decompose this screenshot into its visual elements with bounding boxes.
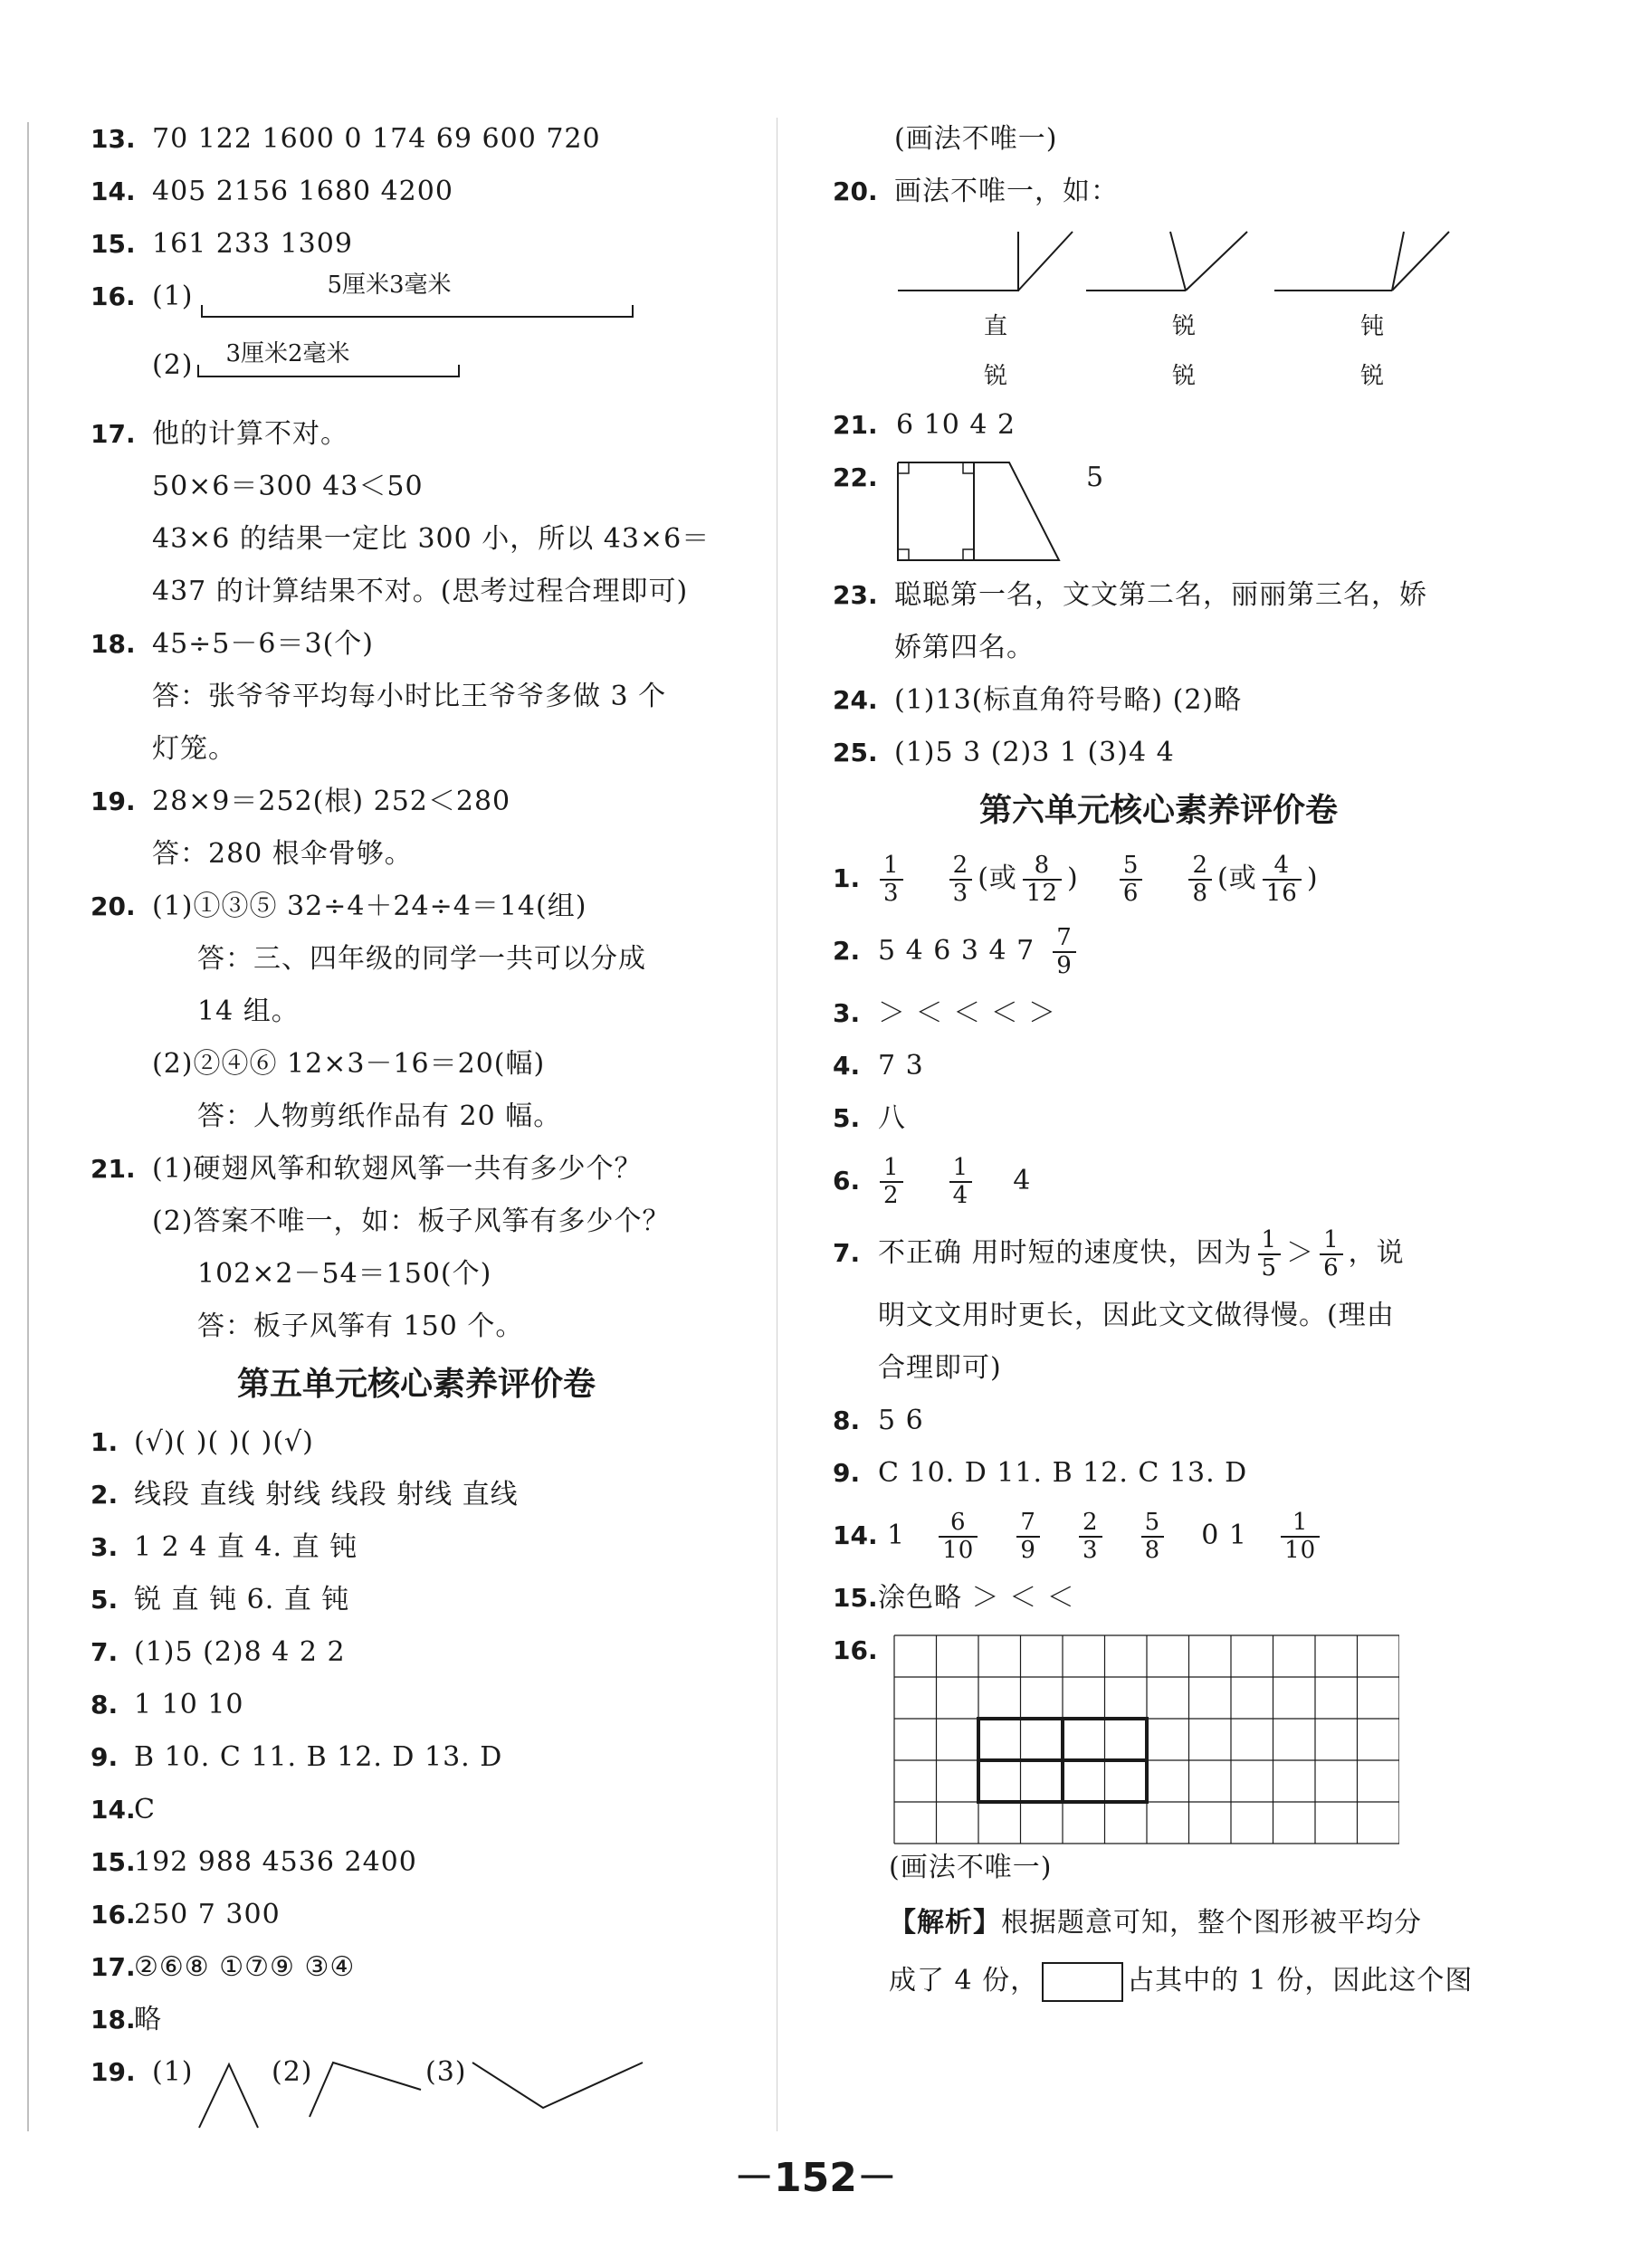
answer-value: 4	[1013, 1165, 1032, 1196]
fraction	[1053, 925, 1076, 978]
numerator: 1	[949, 1155, 973, 1183]
denominator: 9	[1056, 952, 1073, 979]
answer-21	[833, 399, 1484, 452]
answer-text: 1 10 10	[134, 1689, 244, 1720]
answer-text: 43×6 的结果一定比 300 小，所以 43×6＝	[152, 523, 711, 555]
answer-18	[91, 618, 742, 671]
question-number: 14.	[91, 176, 136, 206]
or-text: (或	[978, 862, 1017, 894]
right-column	[833, 113, 1484, 2010]
answer-20	[833, 166, 1484, 218]
question-number: 13.	[91, 124, 136, 154]
question-number: 25.	[833, 738, 878, 767]
denominator: 8	[1144, 1537, 1161, 1564]
question-number: 8.	[91, 1690, 119, 1720]
analysis-sentence: 根据题意可知，整个图形被平均分	[1001, 1907, 1422, 1939]
question-number: 23.	[833, 580, 878, 610]
part-label: (2)	[272, 2056, 313, 2088]
square-trapezoid-drawing	[896, 461, 1068, 565]
answer-u6-6	[833, 1145, 1484, 1217]
fraction	[880, 853, 903, 906]
answer-text: ＞ ＜ ＜ ＜ ＞	[878, 997, 1057, 1029]
numerator: 1	[880, 1155, 903, 1183]
denominator: 9	[1020, 1537, 1036, 1564]
angle-label: 钝	[1359, 313, 1384, 340]
answer-text: 5	[1086, 462, 1105, 493]
analysis-sentence: 成了 4 份，	[889, 1965, 1039, 1996]
fraction	[949, 1155, 973, 1208]
question-number: 2.	[833, 936, 861, 966]
obtuse-angle-drawing	[471, 2054, 652, 2117]
close-paren: )	[1306, 862, 1319, 894]
question-number: 6.	[833, 1166, 861, 1196]
answer-u6-5	[833, 1092, 1484, 1145]
question-number: 17.	[91, 419, 136, 449]
answer-line	[91, 986, 742, 1038]
numerator: 6	[939, 1510, 978, 1538]
question-number: 3.	[833, 998, 861, 1028]
denominator: 2	[883, 1182, 900, 1209]
note-line	[833, 113, 1484, 166]
answer-text: 答：张爷爷平均每小时比王爷爷多做 3 个	[152, 681, 667, 712]
note-line	[833, 1842, 1484, 1894]
numerator: 5	[1141, 1510, 1165, 1538]
answer-17	[91, 408, 742, 461]
answer-text: C	[134, 1794, 156, 1825]
angle-label: 锐	[1171, 313, 1196, 340]
fraction	[939, 1510, 978, 1563]
answer-line	[91, 1038, 742, 1091]
answer-text: 答：板子风筝有 150 个。	[197, 1310, 524, 1342]
question-number: 21.	[833, 410, 878, 440]
answer-23	[833, 569, 1484, 622]
left-column	[91, 113, 742, 2128]
answer-text: 灯笼。	[152, 733, 236, 765]
answer-line	[91, 1301, 742, 1353]
question-number: 15.	[91, 229, 136, 259]
answer-segment: ，说	[1348, 1237, 1405, 1269]
analysis-text	[889, 1894, 1422, 1952]
or-text: (或	[1217, 862, 1257, 894]
note-text: (画法不唯一)	[889, 1852, 1053, 1883]
left-margin-rule	[27, 122, 29, 2131]
answer-u6-14	[833, 1500, 1484, 1572]
answer-text: 192 988 4536 2400	[134, 1846, 417, 1878]
unit-5-answers	[91, 1416, 742, 2046]
question-number: 14.	[833, 1520, 878, 1550]
analysis-line-1	[833, 1894, 1484, 1952]
angle-label: 直	[983, 313, 1007, 340]
unit-6-heading: 第六单元核心素养评价卷	[978, 792, 1338, 829]
question-number: 7.	[91, 1637, 119, 1667]
answer-text: 70 122 1600 0 174 69 600 720	[152, 123, 601, 155]
fraction	[1263, 853, 1302, 906]
answer-line	[91, 933, 742, 986]
obtuse-angle-drawing	[308, 2054, 425, 2126]
numerator: 5	[1120, 853, 1143, 881]
answer-text: (1)①③⑤ 32÷4＋24÷4＝14(组)	[152, 891, 587, 922]
question-number: 14.	[91, 1795, 136, 1825]
denominator: 3	[883, 880, 900, 907]
small-rectangle-drawing	[1042, 1962, 1123, 2002]
answer-u6-4	[833, 1040, 1484, 1092]
denominator: 16	[1265, 880, 1298, 907]
denominator: 5	[1261, 1254, 1278, 1282]
numerator: 4	[1263, 853, 1302, 881]
unit-5-answer-row	[91, 1416, 742, 1469]
answer-line	[91, 1248, 742, 1301]
answer-15	[91, 218, 742, 271]
answer-text: 娇第四名。	[894, 632, 1035, 663]
answer-25	[833, 727, 1484, 779]
question-number: 19.	[91, 2057, 136, 2087]
question-number: 8.	[833, 1406, 861, 1435]
numerator: 8	[1023, 853, 1062, 881]
answer-text: ②⑥⑧ ①⑦⑨ ③④	[134, 1951, 356, 1983]
answer-text: 画法不唯一，如：	[894, 176, 1119, 207]
answer-line	[833, 1290, 1484, 1342]
answer-u6-7	[833, 1217, 1484, 1290]
answer-text: (1)13(标直角符号略) (2)略	[894, 684, 1243, 716]
line-segment-drawing	[201, 316, 634, 318]
numerator: 7	[1053, 925, 1076, 953]
angle-label: 锐	[1359, 363, 1384, 390]
fraction	[1016, 1510, 1040, 1563]
fraction	[1258, 1227, 1282, 1281]
unit-5-answer-row	[91, 1994, 742, 2046]
answer-16-part1	[91, 271, 742, 339]
numerator: 1	[880, 853, 903, 881]
denominator: 10	[942, 1537, 975, 1564]
unit-5-answer-row	[91, 1941, 742, 1994]
segment-length-label: 5厘米3毫米	[327, 272, 452, 299]
answer-text: C 10. D 11. B 12. C 13. D	[878, 1457, 1248, 1489]
question-number: 18.	[91, 2005, 136, 2035]
unit-5-answer-row	[91, 1731, 742, 1784]
fraction	[1141, 1510, 1165, 1563]
question-number: 9.	[833, 1458, 861, 1488]
answer-text: (1)硬翅风筝和软翅风筝一共有多少个？	[152, 1153, 643, 1185]
fraction	[1023, 853, 1062, 906]
answer-line	[91, 566, 742, 618]
comparison-symbol: ＞	[1286, 1237, 1315, 1269]
answer-text: 405 2156 1680 4200	[152, 176, 453, 207]
answer-text: 7 3	[878, 1050, 924, 1082]
question-number: 21.	[91, 1154, 136, 1184]
acute-angles-drawing	[1084, 227, 1265, 300]
answer-21	[91, 1143, 742, 1196]
question-number: 16.	[833, 1635, 878, 1665]
answer-text: (2)②④⑥ 12×3－16＝20(幅)	[152, 1048, 546, 1080]
answer-text: 合理即可)	[878, 1352, 1002, 1384]
analysis-text	[889, 1952, 1473, 2010]
answer-text: 14 组。	[197, 996, 300, 1027]
answer-u6-16	[833, 1625, 1484, 1842]
answer-13	[91, 113, 742, 166]
answer-text: 161 233 1309	[152, 228, 353, 260]
fraction	[1281, 1510, 1320, 1563]
question-number: 3.	[91, 1532, 119, 1562]
answer-text: (√)( )( )( )(√)	[134, 1426, 314, 1458]
answer-text: (1)5 (2)8 4 2 2	[134, 1636, 346, 1668]
part-label: (2)	[152, 349, 194, 381]
fraction	[1320, 1227, 1343, 1281]
note-text: (画法不唯一)	[894, 123, 1058, 155]
unit-5-answer-row	[91, 1469, 742, 1521]
answer-text: 答：280 根伞骨够。	[152, 838, 413, 870]
part-label: (1)	[152, 2056, 194, 2088]
question-number: 20.	[91, 891, 136, 921]
denominator: 4	[952, 1182, 969, 1209]
answer-text: 5 6	[878, 1405, 924, 1436]
question-number: 1.	[91, 1427, 119, 1457]
answer-text: 略	[134, 2004, 162, 2035]
answer-line	[91, 1091, 742, 1143]
grid-drawing	[892, 1634, 1399, 1846]
answer-u6-3	[833, 987, 1484, 1040]
fractions-answer	[874, 843, 1319, 915]
denominator: 3	[952, 880, 969, 907]
answer-16-part2	[91, 339, 742, 408]
obtuse-plus-acute-drawing	[1273, 227, 1454, 300]
angle-label: 锐	[983, 363, 1007, 390]
answer-text: 102×2－54＝150(个)	[197, 1258, 492, 1290]
answer-text: 437 的计算结果不对。(思考过程合理即可)	[152, 576, 689, 607]
question-number: 1.	[833, 863, 861, 893]
denominator: 6	[1122, 880, 1140, 907]
question-number: 20.	[833, 176, 878, 206]
answer-u6-2	[833, 915, 1484, 987]
answer-text: 聪聪第一名，文文第二名，丽丽第三名，娇	[894, 579, 1427, 611]
question-number: 16.	[91, 1900, 136, 1930]
answer-14	[91, 166, 742, 218]
denominator: 10	[1284, 1537, 1317, 1564]
question-number: 7.	[833, 1238, 861, 1268]
analysis-sentence: 占其中的 1 份，因此这个图	[1127, 1965, 1474, 1996]
unit-5-answer-row	[91, 1679, 742, 1731]
answer-line	[91, 513, 742, 566]
numerator: 7	[1016, 1510, 1040, 1538]
answer-line	[91, 461, 742, 513]
answer-u6-9	[833, 1447, 1484, 1500]
answer-20	[91, 881, 742, 933]
analysis-line-2	[833, 1952, 1484, 2010]
question-number: 15.	[91, 1847, 136, 1877]
fraction	[949, 853, 973, 906]
answer-text: 答：三、四年级的同学一共可以分成	[197, 943, 646, 975]
answer-line	[833, 1342, 1484, 1395]
right-angle-plus-acute-drawing	[896, 227, 1077, 300]
answer-text: B 10. C 11. B 12. D 13. D	[134, 1741, 503, 1773]
answer-text: 线段 直线 射线 线段 射线 直线	[134, 1479, 519, 1510]
numerator: 2	[1079, 1510, 1102, 1538]
answer-line	[833, 622, 1484, 674]
question-number: 17.	[91, 1952, 136, 1982]
answer-values: 5 4 6 3 4 7	[878, 935, 1035, 967]
question-number: 19.	[91, 786, 136, 816]
answer-value: 1	[887, 1520, 906, 1551]
answer-text	[878, 915, 1082, 987]
analysis-tag: 【解析】	[889, 1907, 1001, 1939]
numerator: 1	[1281, 1510, 1320, 1538]
question-number: 5.	[833, 1103, 861, 1133]
question-number: 15.	[833, 1583, 878, 1613]
numerator: 2	[949, 853, 973, 881]
answer-text: 1 2 4 直 4. 直 钝	[134, 1531, 358, 1563]
question-number: 2.	[91, 1480, 119, 1510]
answer-line	[91, 671, 742, 723]
answer-19	[91, 776, 742, 828]
numerator: 1	[1258, 1227, 1282, 1255]
answer-line	[91, 723, 742, 776]
denominator: 8	[1192, 880, 1208, 907]
answer-text: 28×9＝252(根) 252＜280	[152, 786, 511, 817]
fractions-answer	[874, 1145, 1031, 1217]
unit-5-answer-row	[91, 1574, 742, 1626]
close-paren: )	[1067, 862, 1079, 894]
answer-text: 答：人物剪纸作品有 20 幅。	[197, 1101, 562, 1132]
question-number: 5.	[91, 1585, 119, 1615]
question-number: 24.	[833, 685, 878, 715]
answer-segment: 不正确 用时短的速度快，因为	[878, 1237, 1253, 1269]
answer-line	[91, 1196, 742, 1248]
acute-angle-drawing	[195, 2057, 267, 2130]
answer-24	[833, 674, 1484, 727]
answer-text: (1)5 3 (2)3 1 (3)4 4	[894, 737, 1175, 768]
fraction	[880, 1155, 903, 1208]
answer-text: (2)答案不唯一，如：板子风筝有多少个？	[152, 1205, 671, 1237]
page-number: －152－	[734, 2155, 897, 2201]
answer-text: 50×6＝300 43＜50	[152, 471, 424, 502]
answer-text: 八	[878, 1102, 906, 1134]
unit-5-answer-row	[91, 1836, 742, 1889]
answer-u6-15	[833, 1572, 1484, 1625]
answer-u6-8	[833, 1395, 1484, 1447]
line-segment-drawing	[197, 376, 460, 377]
answer-u6-1	[833, 843, 1484, 915]
answer-value: 0 1	[1201, 1520, 1248, 1551]
answer-line	[91, 828, 742, 881]
answer-text: 45÷5－6＝3(个)	[152, 628, 374, 660]
unit-5-answer-row	[91, 1521, 742, 1574]
angle-drawings	[833, 218, 1484, 399]
unit-5-heading: 第五单元核心素养评价卷	[236, 1366, 596, 1403]
answer-text	[878, 1217, 1405, 1290]
unit-5-answer-row	[91, 1889, 742, 1941]
answer-text: 明文文用时更长，因此文文做得慢。(理由	[878, 1300, 1395, 1331]
fractions-answer	[887, 1500, 1325, 1572]
numerator: 1	[1320, 1227, 1343, 1255]
numerator: 2	[1188, 853, 1212, 881]
answer-text: 他的计算不对。	[152, 418, 348, 450]
answer-text: 涂色略 ＞ ＜ ＜	[878, 1582, 1075, 1614]
answer-text: 6 10 4 2	[896, 409, 1016, 441]
question-number: 18.	[91, 629, 136, 659]
question-number: 4.	[833, 1051, 861, 1081]
angle-label: 锐	[1171, 363, 1196, 390]
answer-text: 250 7 300	[134, 1899, 281, 1930]
answer-19-angles	[91, 2046, 742, 2128]
question-number: 9.	[91, 1742, 119, 1772]
unit-5-answer-row	[91, 1626, 742, 1679]
denominator: 3	[1083, 1537, 1099, 1564]
denominator: 12	[1025, 880, 1058, 907]
denominator: 6	[1323, 1254, 1340, 1282]
fraction	[1079, 1510, 1102, 1563]
part-label: (1)	[152, 281, 194, 312]
answer-22	[833, 452, 1484, 569]
part-label: (3)	[425, 2056, 467, 2088]
segment-length-label: 3厘米2毫米	[225, 340, 350, 367]
answer-text: 锐 直 钝 6. 直 钝	[134, 1584, 350, 1615]
fraction	[1120, 853, 1143, 906]
fraction	[1188, 853, 1212, 906]
question-number: 16.	[91, 281, 136, 311]
question-number: 22.	[833, 462, 878, 492]
unit-5-answer-row	[91, 1784, 742, 1836]
